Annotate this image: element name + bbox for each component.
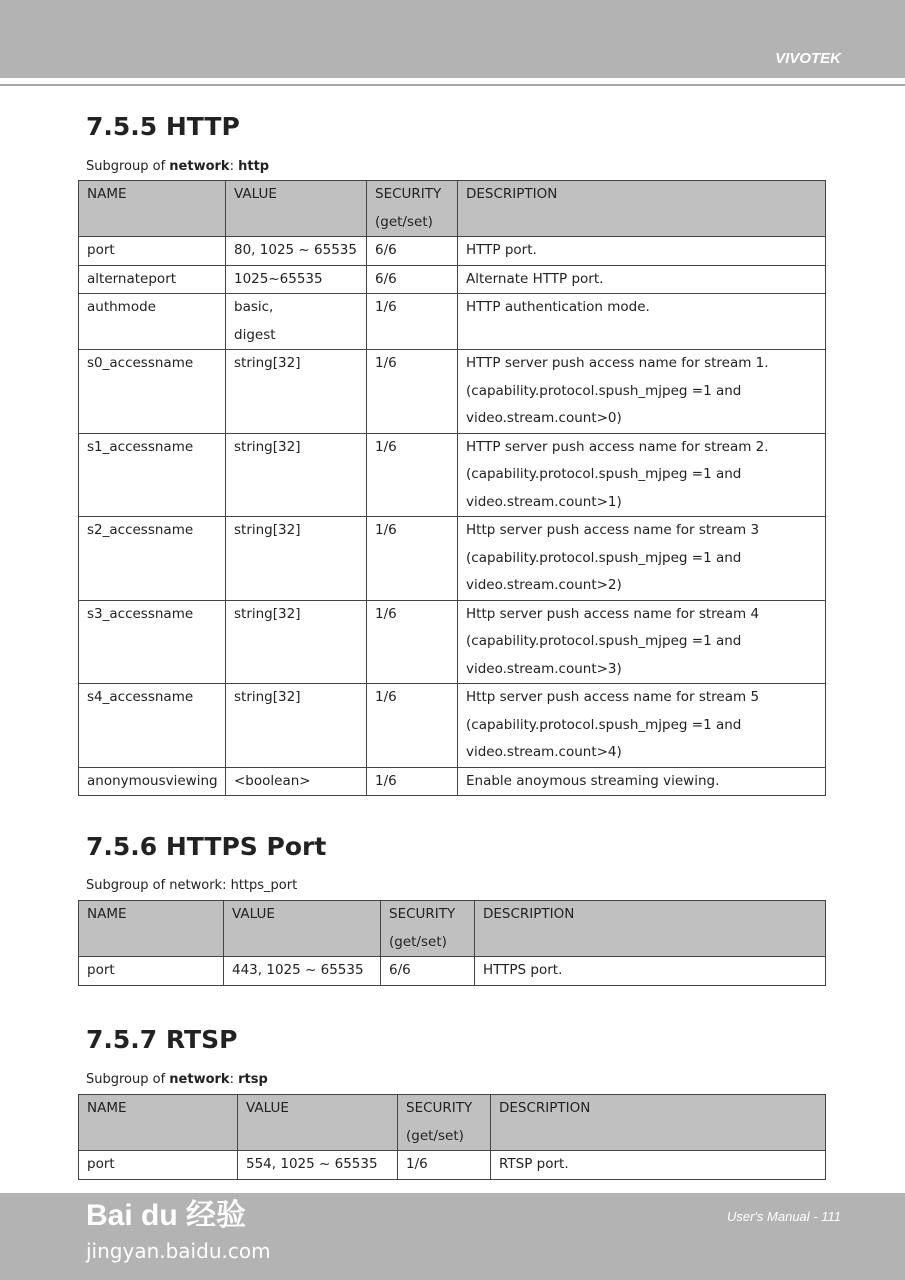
column-header: DESCRIPTION (458, 181, 826, 237)
table-cell: 6/6 (367, 265, 458, 294)
column-header: SECURITY (get/set) (381, 901, 475, 957)
table-cell: RTSP port. (491, 1151, 826, 1180)
table-cell: HTTPS port. (475, 957, 826, 986)
column-header: SECURITY (get/set) (367, 181, 458, 237)
table-cell: authmode (79, 294, 226, 350)
subgroup-caption-http: Subgroup of network: http (86, 159, 270, 174)
table-row (79, 600, 826, 684)
table-cell: 1/6 (367, 433, 458, 517)
table-cell: string[32] (226, 350, 367, 434)
table-cell: Alternate HTTP port. (458, 265, 826, 294)
column-header: DESCRIPTION (491, 1095, 826, 1151)
table-row (79, 767, 826, 796)
column-header: DESCRIPTION (475, 901, 826, 957)
table-cell: 80, 1025 ~ 65535 (226, 237, 367, 266)
column-header: SECURITY (get/set) (398, 1095, 491, 1151)
table-cell: HTTP port. (458, 237, 826, 266)
table-cell: 1/6 (367, 517, 458, 601)
column-header: NAME (79, 901, 224, 957)
table-row (79, 350, 826, 434)
table-cell: s4_accessname (79, 684, 226, 768)
table-row (79, 517, 826, 601)
subgroup-caption-rtsp: Subgroup of network: rtsp (86, 1072, 268, 1087)
table-cell: 6/6 (367, 237, 458, 266)
table-cell: port (79, 957, 224, 986)
section-title-http: 7.5.5 HTTP (86, 112, 240, 141)
table-cell: port (79, 237, 226, 266)
table-row (79, 957, 826, 986)
table-cell: basic, digest (226, 294, 367, 350)
column-header: VALUE (226, 181, 367, 237)
table-row (79, 684, 826, 768)
table-cell: string[32] (226, 684, 367, 768)
table-cell: Enable anoymous streaming viewing. (458, 767, 826, 796)
table-row (79, 265, 826, 294)
table-cell: 1/6 (367, 294, 458, 350)
table-header-row (79, 901, 826, 957)
table-cell: 6/6 (381, 957, 475, 986)
table-cell: 1/6 (398, 1151, 491, 1180)
table-row (79, 294, 826, 350)
table-cell: 554, 1025 ~ 65535 (238, 1151, 398, 1180)
table-cell: string[32] (226, 600, 367, 684)
table-cell: HTTP authentication mode. (458, 294, 826, 350)
column-header: VALUE (238, 1095, 398, 1151)
table-cell: HTTP server push access name for stream 2. (capability.protocol.spush_mjpeg =1 and video.stream.count>1) (458, 433, 826, 517)
table-cell: port (79, 1151, 238, 1180)
column-header: NAME (79, 1095, 238, 1151)
table-row (79, 237, 826, 266)
column-header: NAME (79, 181, 226, 237)
table-cell: s1_accessname (79, 433, 226, 517)
table-cell: HTTP server push access name for stream 1. (capability.protocol.spush_mjpeg =1 and video.stream.count>0) (458, 350, 826, 434)
brand-logo: VIVOTEK (775, 50, 841, 67)
page-header (0, 0, 905, 78)
subgroup-caption-https: Subgroup of network: https_port (86, 878, 298, 893)
header-divider (0, 84, 905, 86)
table-cell: 1/6 (367, 600, 458, 684)
table-cell: <boolean> (226, 767, 367, 796)
section-title-rtsp: 7.5.7 RTSP (86, 1025, 238, 1054)
https-table (78, 900, 826, 986)
table-cell: 1/6 (367, 767, 458, 796)
baidu-watermark-url: jingyan.baidu.com (86, 1239, 271, 1263)
table-cell: Http server push access name for stream 4 (capability.protocol.spush_mjpeg =1 and video.stream.count>3) (458, 600, 826, 684)
baidu-watermark: Bai du 经验 (86, 1199, 247, 1232)
table-cell: s3_accessname (79, 600, 226, 684)
http-table (78, 180, 826, 796)
table-cell: anonymousviewing (79, 767, 226, 796)
column-header: VALUE (224, 901, 381, 957)
table-cell: alternateport (79, 265, 226, 294)
table-row (79, 1151, 826, 1180)
table-cell: Http server push access name for stream 5 (capability.protocol.spush_mjpeg =1 and video.stream.count>4) (458, 684, 826, 768)
table-cell: string[32] (226, 433, 367, 517)
table-header-row (79, 1095, 826, 1151)
table-cell: s2_accessname (79, 517, 226, 601)
table-cell: 1/6 (367, 684, 458, 768)
table-cell: 443, 1025 ~ 65535 (224, 957, 381, 986)
page-number: User's Manual - 111 (727, 1209, 841, 1224)
table-cell: string[32] (226, 517, 367, 601)
table-row (79, 433, 826, 517)
table-cell: Http server push access name for stream 3 (capability.protocol.spush_mjpeg =1 and video.stream.count>2) (458, 517, 826, 601)
rtsp-table (78, 1094, 826, 1180)
table-header-row (79, 181, 826, 237)
table-cell: s0_accessname (79, 350, 226, 434)
section-title-https: 7.5.6 HTTPS Port (86, 832, 327, 861)
table-cell: 1025~65535 (226, 265, 367, 294)
table-cell: 1/6 (367, 350, 458, 434)
